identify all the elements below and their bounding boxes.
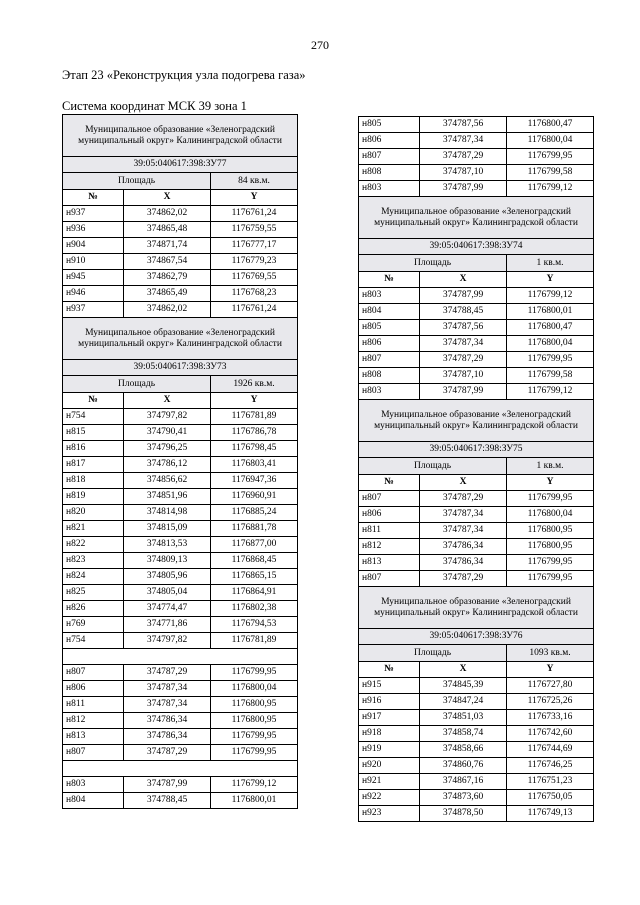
x-coordinate: 374786,34: [420, 539, 507, 555]
table-row: [359, 726, 594, 742]
plot-header-municipality-row: [359, 587, 594, 629]
coordinates-table-body: [359, 117, 594, 822]
y-coordinate: 1176779,23: [211, 254, 298, 270]
x-coordinate: 374797,82: [124, 633, 211, 649]
y-coordinate: 1176865,15: [211, 569, 298, 585]
table-row: [63, 681, 298, 697]
column-header-x: X: [420, 272, 507, 288]
y-coordinate: 1176749,13: [507, 806, 594, 822]
table-row: [359, 758, 594, 774]
y-coordinate: 1176744,69: [507, 742, 594, 758]
point-number: н818: [63, 473, 124, 489]
table-row: [63, 505, 298, 521]
point-number: н811: [63, 697, 124, 713]
plot-header-cadastral-row: [63, 157, 298, 173]
point-number: н803: [359, 181, 420, 197]
column-header-number: №: [359, 662, 420, 678]
point-number: н821: [63, 521, 124, 537]
x-coordinate: 374787,34: [124, 681, 211, 697]
right-coordinates-column: [358, 116, 594, 822]
x-coordinate: 374878,50: [420, 806, 507, 822]
point-number: н754: [63, 409, 124, 425]
table-row: [63, 729, 298, 745]
table-row: [359, 384, 594, 400]
municipality-name: Муниципальное образование «Зеленоградский муниципальный округ» Калининградской области: [359, 587, 594, 629]
point-number: н823: [63, 553, 124, 569]
y-coordinate: 1176799,95: [507, 571, 594, 587]
table-row: [63, 713, 298, 729]
cadastral-number: 39:05:040617:398:ЗУ73: [63, 360, 298, 376]
x-coordinate: 374862,79: [124, 270, 211, 286]
point-number: н937: [63, 302, 124, 318]
y-coordinate: 1176800,01: [211, 793, 298, 809]
y-coordinate: 1176769,55: [211, 270, 298, 286]
column-header-y: Y: [507, 662, 594, 678]
x-coordinate: 374787,34: [420, 507, 507, 523]
plot-header-cadastral-row: [359, 629, 594, 645]
column-header-number: №: [359, 475, 420, 491]
column-header-y: Y: [211, 393, 298, 409]
x-coordinate: 374814,98: [124, 505, 211, 521]
plot-area-row: [359, 458, 594, 475]
x-coordinate: 374813,53: [124, 537, 211, 553]
column-header-x: X: [124, 393, 211, 409]
y-coordinate: 1176799,95: [211, 665, 298, 681]
table-row: [63, 537, 298, 553]
table-row: [63, 457, 298, 473]
x-coordinate: 374787,34: [420, 336, 507, 352]
point-number: н803: [359, 384, 420, 400]
y-coordinate: 1176799,12: [507, 384, 594, 400]
table-row: [63, 206, 298, 222]
table-row: [63, 521, 298, 537]
table-row: [359, 555, 594, 571]
y-coordinate: 1176802,38: [211, 601, 298, 617]
table-row: [359, 117, 594, 133]
area-value: 84 кв.м.: [211, 173, 298, 190]
table-row: [63, 697, 298, 713]
table-row: [359, 288, 594, 304]
x-coordinate: 374771,86: [124, 617, 211, 633]
x-coordinate: 374790,41: [124, 425, 211, 441]
point-number: н921: [359, 774, 420, 790]
point-number: н812: [359, 539, 420, 555]
table-row: [63, 238, 298, 254]
y-coordinate: 1176799,12: [507, 181, 594, 197]
table-row: [63, 489, 298, 505]
table-row: [359, 678, 594, 694]
y-coordinate: 1176799,58: [507, 165, 594, 181]
plot-header-cadastral-row: [63, 360, 298, 376]
y-coordinate: 1176759,55: [211, 222, 298, 238]
area-value: 1 кв.м.: [507, 255, 594, 272]
x-coordinate: 374797,82: [124, 409, 211, 425]
y-coordinate: 1176864,91: [211, 585, 298, 601]
area-label: Площадь: [359, 255, 507, 272]
column-header-y: Y: [211, 190, 298, 206]
x-coordinate: 374787,29: [420, 571, 507, 587]
column-header-row: [359, 272, 594, 288]
y-coordinate: 1176751,23: [507, 774, 594, 790]
table-row: [359, 165, 594, 181]
x-coordinate: 374858,74: [420, 726, 507, 742]
x-coordinate: 374787,29: [124, 745, 211, 761]
y-coordinate: 1176868,45: [211, 553, 298, 569]
table-row: [63, 286, 298, 302]
point-number: н815: [63, 425, 124, 441]
x-coordinate: 374815,09: [124, 521, 211, 537]
table-row: [63, 302, 298, 318]
y-coordinate: 1176800,95: [211, 713, 298, 729]
point-number: н904: [63, 238, 124, 254]
y-coordinate: 1176746,25: [507, 758, 594, 774]
area-label: Площадь: [63, 173, 211, 190]
plot-area-row: [359, 645, 594, 662]
table-row: [359, 304, 594, 320]
y-coordinate: 1176799,95: [507, 149, 594, 165]
y-coordinate: 1176786,78: [211, 425, 298, 441]
x-coordinate: 374865,49: [124, 286, 211, 302]
coordinate-system-label: Система координат МСК 39 зона 1: [62, 99, 247, 113]
x-coordinate: 374788,45: [124, 793, 211, 809]
x-coordinate: 374788,45: [420, 304, 507, 320]
point-number: н937: [63, 206, 124, 222]
x-coordinate: 374787,99: [420, 288, 507, 304]
page-number: 270: [311, 38, 329, 52]
table-row: [359, 133, 594, 149]
x-coordinate: 374865,48: [124, 222, 211, 238]
y-coordinate: 1176800,47: [507, 117, 594, 133]
table-row: [63, 569, 298, 585]
x-coordinate: 374787,56: [420, 320, 507, 336]
table-row: [63, 665, 298, 681]
table-row: [359, 336, 594, 352]
table-row: [63, 441, 298, 457]
x-coordinate: 374860,76: [420, 758, 507, 774]
x-coordinate: 374862,02: [124, 302, 211, 318]
table-row: [359, 742, 594, 758]
x-coordinate: 374867,54: [124, 254, 211, 270]
point-number: н920: [359, 758, 420, 774]
point-number: н816: [63, 441, 124, 457]
plot-header-cadastral-row: [359, 239, 594, 255]
point-number: н806: [359, 336, 420, 352]
x-coordinate: 374787,34: [420, 523, 507, 539]
municipality-name: Муниципальное образование «Зеленоградский муниципальный округ» Калининградской области: [359, 197, 594, 239]
y-coordinate: 1176799,95: [211, 729, 298, 745]
y-coordinate: 1176794,53: [211, 617, 298, 633]
point-number: н917: [359, 710, 420, 726]
point-number: н923: [359, 806, 420, 822]
table-row: [63, 425, 298, 441]
y-coordinate: 1176803,41: [211, 457, 298, 473]
x-coordinate: 374847,24: [420, 694, 507, 710]
y-coordinate: 1176800,01: [507, 304, 594, 320]
x-coordinate: 374873,60: [420, 790, 507, 806]
table-row: [359, 571, 594, 587]
y-coordinate: 1176800,47: [507, 320, 594, 336]
x-coordinate: 374787,99: [420, 181, 507, 197]
point-number: н803: [359, 288, 420, 304]
y-coordinate: 1176800,95: [507, 523, 594, 539]
table-row: [359, 491, 594, 507]
table-row: [63, 585, 298, 601]
column-header-row: [359, 475, 594, 491]
y-coordinate: 1176799,95: [211, 745, 298, 761]
cadastral-number: 39:05:040617:398:ЗУ76: [359, 629, 594, 645]
plot-header-municipality-row: [359, 400, 594, 442]
y-coordinate: 1176877,00: [211, 537, 298, 553]
point-number: н817: [63, 457, 124, 473]
y-coordinate: 1176800,04: [507, 336, 594, 352]
x-coordinate: 374856,62: [124, 473, 211, 489]
x-coordinate: 374851,96: [124, 489, 211, 505]
table-row: [63, 633, 298, 649]
table-row: [359, 149, 594, 165]
point-number: н806: [63, 681, 124, 697]
y-coordinate: 1176800,95: [507, 539, 594, 555]
point-number: н803: [63, 777, 124, 793]
y-coordinate: 1176881,78: [211, 521, 298, 537]
table-row: [359, 352, 594, 368]
area-label: Площадь: [63, 376, 211, 393]
point-number: н754: [63, 633, 124, 649]
point-number: н811: [359, 523, 420, 539]
point-number: н813: [359, 555, 420, 571]
y-coordinate: 1176799,58: [507, 368, 594, 384]
y-coordinate: 1176781,89: [211, 409, 298, 425]
point-number: н804: [63, 793, 124, 809]
area-label: Площадь: [359, 458, 507, 475]
column-header-number: №: [63, 190, 124, 206]
point-number: н910: [63, 254, 124, 270]
y-coordinate: 1176799,95: [507, 491, 594, 507]
separator-row: [63, 649, 298, 665]
column-header-number: №: [63, 393, 124, 409]
plot-header-municipality-row: [63, 115, 298, 157]
coordinates-table-right: [358, 116, 594, 822]
municipality-name: Муниципальное образование «Зеленоградский муниципальный округ» Калининградской области: [63, 115, 298, 157]
table-row: [63, 409, 298, 425]
coordinates-table-body: [63, 115, 298, 809]
point-number: н805: [359, 117, 420, 133]
point-number: н936: [63, 222, 124, 238]
point-number: н826: [63, 601, 124, 617]
separator-row: [63, 761, 298, 777]
y-coordinate: 1176800,04: [507, 507, 594, 523]
point-number: н916: [359, 694, 420, 710]
table-row: [63, 601, 298, 617]
area-value: 1 кв.м.: [507, 458, 594, 475]
point-number: н808: [359, 368, 420, 384]
area-value: 1093 кв.м.: [507, 645, 594, 662]
municipality-name: Муниципальное образование «Зеленоградский муниципальный округ» Калининградской области: [63, 318, 298, 360]
y-coordinate: 1176777,17: [211, 238, 298, 254]
table-row: [63, 473, 298, 489]
y-coordinate: 1176799,95: [507, 352, 594, 368]
x-coordinate: 374787,29: [420, 149, 507, 165]
column-header-row: [63, 190, 298, 206]
x-coordinate: 374851,03: [420, 710, 507, 726]
x-coordinate: 374787,56: [420, 117, 507, 133]
point-number: н825: [63, 585, 124, 601]
area-value: 1926 кв.м.: [211, 376, 298, 393]
point-number: н807: [63, 665, 124, 681]
table-row: [63, 553, 298, 569]
table-row: [63, 254, 298, 270]
point-number: н812: [63, 713, 124, 729]
y-coordinate: 1176800,04: [507, 133, 594, 149]
table-row: [359, 507, 594, 523]
y-coordinate: 1176947,36: [211, 473, 298, 489]
stage-title: Этап 23 «Реконструкция узла подогрева газа»: [62, 68, 306, 82]
y-coordinate: 1176800,04: [211, 681, 298, 697]
x-coordinate: 374774,47: [124, 601, 211, 617]
table-row: [359, 181, 594, 197]
point-number: н807: [63, 745, 124, 761]
y-coordinate: 1176799,95: [507, 555, 594, 571]
point-number: н945: [63, 270, 124, 286]
plot-header-municipality-row: [359, 197, 594, 239]
y-coordinate: 1176799,12: [211, 777, 298, 793]
coordinates-table-left: [62, 114, 298, 809]
point-number: н807: [359, 571, 420, 587]
x-coordinate: 374786,12: [124, 457, 211, 473]
x-coordinate: 374786,34: [124, 729, 211, 745]
point-number: н813: [63, 729, 124, 745]
x-coordinate: 374787,10: [420, 368, 507, 384]
y-coordinate: 1176727,80: [507, 678, 594, 694]
municipality-name: Муниципальное образование «Зеленоградский муниципальный округ» Калининградской области: [359, 400, 594, 442]
point-number: н806: [359, 507, 420, 523]
table-row: [359, 710, 594, 726]
point-number: н918: [359, 726, 420, 742]
y-coordinate: 1176800,95: [211, 697, 298, 713]
empty-cell: [63, 761, 298, 777]
column-header-x: X: [124, 190, 211, 206]
point-number: н807: [359, 491, 420, 507]
column-header-row: [359, 662, 594, 678]
cadastral-number: 39:05:040617:398:ЗУ74: [359, 239, 594, 255]
x-coordinate: 374786,34: [420, 555, 507, 571]
table-row: [359, 694, 594, 710]
point-number: н822: [63, 537, 124, 553]
point-number: н915: [359, 678, 420, 694]
x-coordinate: 374805,96: [124, 569, 211, 585]
table-row: [63, 270, 298, 286]
y-coordinate: 1176885,24: [211, 505, 298, 521]
plot-area-row: [63, 173, 298, 190]
x-coordinate: 374809,13: [124, 553, 211, 569]
plot-header-municipality-row: [63, 318, 298, 360]
column-header-x: X: [420, 662, 507, 678]
point-number: н820: [63, 505, 124, 521]
y-coordinate: 1176781,89: [211, 633, 298, 649]
table-row: [63, 793, 298, 809]
table-row: [359, 539, 594, 555]
y-coordinate: 1176761,24: [211, 206, 298, 222]
x-coordinate: 374867,16: [420, 774, 507, 790]
column-header-y: Y: [507, 272, 594, 288]
x-coordinate: 374787,34: [124, 697, 211, 713]
x-coordinate: 374787,29: [124, 665, 211, 681]
y-coordinate: 1176798,45: [211, 441, 298, 457]
cadastral-number: 39:05:040617:398:ЗУ77: [63, 157, 298, 173]
table-row: [359, 368, 594, 384]
x-coordinate: 374787,29: [420, 352, 507, 368]
point-number: н808: [359, 165, 420, 181]
x-coordinate: 374787,10: [420, 165, 507, 181]
x-coordinate: 374787,34: [420, 133, 507, 149]
plot-area-row: [63, 376, 298, 393]
point-number: н824: [63, 569, 124, 585]
left-coordinates-column: [62, 114, 298, 809]
plot-area-row: [359, 255, 594, 272]
point-number: н806: [359, 133, 420, 149]
table-row: [359, 790, 594, 806]
table-row: [63, 745, 298, 761]
x-coordinate: 374787,29: [420, 491, 507, 507]
x-coordinate: 374787,99: [420, 384, 507, 400]
point-number: н819: [63, 489, 124, 505]
column-header-y: Y: [507, 475, 594, 491]
column-header-row: [63, 393, 298, 409]
point-number: н919: [359, 742, 420, 758]
empty-cell: [63, 649, 298, 665]
cadastral-number: 39:05:040617:398:ЗУ75: [359, 442, 594, 458]
x-coordinate: 374805,04: [124, 585, 211, 601]
x-coordinate: 374845,39: [420, 678, 507, 694]
y-coordinate: 1176960,91: [211, 489, 298, 505]
point-number: н805: [359, 320, 420, 336]
point-number: н769: [63, 617, 124, 633]
point-number: н807: [359, 149, 420, 165]
point-number: н946: [63, 286, 124, 302]
y-coordinate: 1176799,12: [507, 288, 594, 304]
x-coordinate: 374786,34: [124, 713, 211, 729]
x-coordinate: 374796,25: [124, 441, 211, 457]
table-row: [63, 777, 298, 793]
table-row: [359, 806, 594, 822]
column-header-number: №: [359, 272, 420, 288]
column-header-x: X: [420, 475, 507, 491]
x-coordinate: 374858,66: [420, 742, 507, 758]
point-number: н922: [359, 790, 420, 806]
y-coordinate: 1176761,24: [211, 302, 298, 318]
y-coordinate: 1176742,60: [507, 726, 594, 742]
table-row: [359, 320, 594, 336]
table-row: [63, 617, 298, 633]
point-number: н804: [359, 304, 420, 320]
plot-header-cadastral-row: [359, 442, 594, 458]
x-coordinate: 374787,99: [124, 777, 211, 793]
point-number: н807: [359, 352, 420, 368]
y-coordinate: 1176750,05: [507, 790, 594, 806]
x-coordinate: 374862,02: [124, 206, 211, 222]
table-row: [359, 523, 594, 539]
y-coordinate: 1176725,26: [507, 694, 594, 710]
y-coordinate: 1176768,23: [211, 286, 298, 302]
y-coordinate: 1176733,16: [507, 710, 594, 726]
x-coordinate: 374871,74: [124, 238, 211, 254]
area-label: Площадь: [359, 645, 507, 662]
table-row: [359, 774, 594, 790]
table-row: [63, 222, 298, 238]
